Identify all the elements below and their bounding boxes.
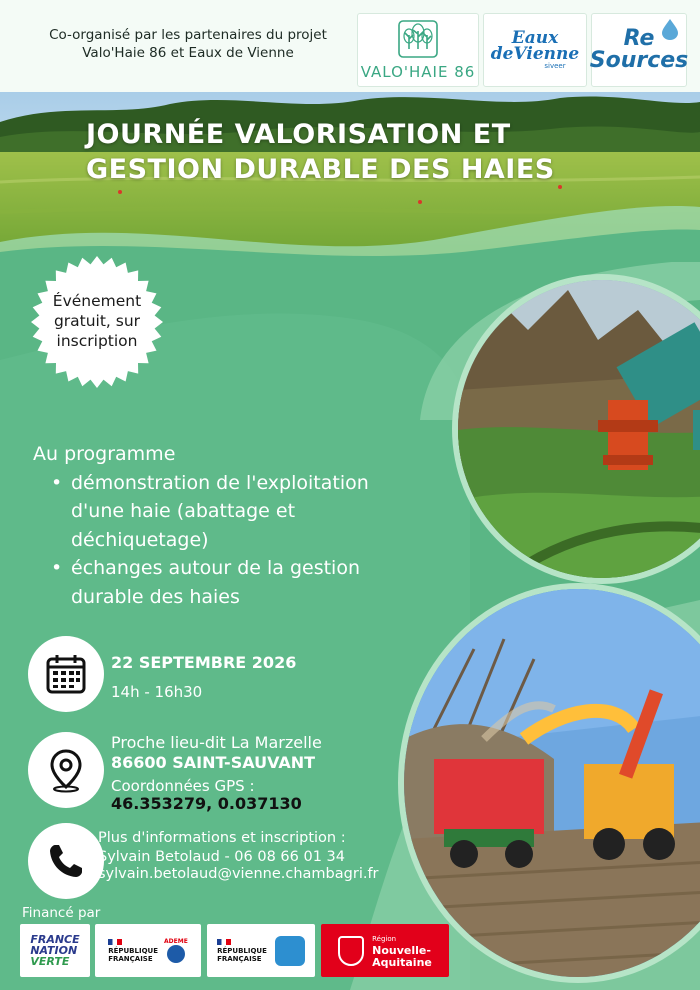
badge-line-3: inscription — [56, 332, 138, 350]
region-line-1: Nouvelle- — [372, 943, 431, 957]
phone-icon-circle — [28, 823, 104, 899]
contact-heading: Plus d'informations et inscription : — [98, 830, 346, 846]
contact-name-phone: Sylvain Betolaud - 06 08 66 01 34 — [98, 849, 345, 865]
resources-logo — [591, 13, 687, 87]
location-icon-circle — [28, 732, 104, 808]
programme-item — [51, 554, 433, 611]
calendar-icon-circle — [28, 636, 104, 712]
page-title — [86, 117, 555, 187]
france-nation-verte-logo — [20, 924, 90, 977]
location-pin-icon — [46, 747, 86, 793]
programme-item-2-line-1: • échanges autour de la gestion — [71, 557, 360, 579]
title-line-1: JOURNÉE VALORISATION ET — [86, 119, 511, 150]
badge-text — [30, 291, 164, 351]
badge-line-2: gratuit, sur — [53, 312, 141, 330]
region-lion-icon — [338, 936, 364, 966]
region-nouvelle-aquitaine-logo — [321, 924, 449, 977]
event-date: 22 SEPTEMBRE 2026 — [111, 653, 297, 672]
rf2-line-2: FRANÇAISE — [217, 954, 262, 963]
location-city: 86600 SAINT-SAUVANT — [111, 753, 316, 772]
water-drop-icon — [660, 18, 680, 40]
ademe-globe-icon — [167, 945, 185, 963]
title-line-2: GESTION DURABLE DES HAIES — [86, 154, 555, 185]
programme-item-1-line-1: • démonstration de l'exploitation — [71, 471, 369, 494]
programme-item-2-line-2: durable des haies — [71, 585, 240, 608]
fnv-line-1: FRANCE — [30, 933, 80, 946]
programme-item — [51, 469, 433, 555]
french-flag-icon — [217, 939, 231, 945]
badge-line-1: Événement — [52, 292, 142, 310]
coorg-line-1: Co-organisé par les partenaires du projet — [49, 27, 327, 43]
programme-heading: Au programme — [33, 443, 176, 465]
coorganizers-text — [18, 26, 358, 62]
programme-list — [51, 469, 433, 612]
calendar-icon — [44, 652, 88, 696]
republique-francaise-agence-eau-logo — [207, 924, 315, 977]
location-place: Proche lieu-dit La Marzelle — [111, 733, 322, 752]
funding-label: Financé par — [22, 905, 101, 921]
valohaie-logo — [357, 13, 479, 87]
resources-logo-line-2: Sources — [589, 48, 689, 73]
resources-logo-line-1: Re — [623, 26, 655, 51]
republique-francaise-ademe-logo — [95, 924, 201, 977]
programme-section — [33, 440, 433, 611]
contact-email[interactable]: sylvain.betolaud@vienne.chambagri.fr — [98, 866, 379, 882]
french-flag-icon — [108, 939, 122, 945]
eaux-logo-line-1: Eaux — [511, 28, 559, 48]
rf2-line-1: RÉPUBLIQUE — [217, 946, 267, 955]
ademe-label: ADEME — [164, 938, 188, 945]
water-agency-icon — [275, 936, 305, 966]
coorg-line-2: Valo'Haie 86 et Eaux de Vienne — [82, 45, 294, 61]
fnv-line-2: NATION — [30, 944, 78, 957]
rf1-line-1: RÉPUBLIQUE — [108, 946, 158, 955]
valohaie-logo-text: VALO'HAIE 86 — [360, 63, 476, 81]
region-line-2: Aquitaine — [372, 955, 432, 969]
eaux-de-vienne-logo — [483, 13, 587, 87]
phone-icon — [46, 841, 86, 881]
region-line-0: Région — [372, 934, 397, 943]
eaux-logo-sub: siveer — [544, 62, 566, 70]
eaux-logo-line-2: deVienne — [490, 44, 580, 64]
fnv-line-3: VERTE — [30, 955, 70, 968]
gps-coordinates: 46.353279, 0.037130 — [111, 794, 302, 813]
programme-item-1-line-2: d'une haie (abattage et — [71, 500, 296, 522]
programme-item-1-line-3: déchiquetage) — [71, 528, 209, 551]
tree-icon — [397, 19, 439, 59]
event-time: 14h - 16h30 — [111, 683, 203, 701]
rf1-line-2: FRANÇAISE — [108, 954, 153, 963]
gps-label: Coordonnées GPS : — [111, 777, 255, 795]
